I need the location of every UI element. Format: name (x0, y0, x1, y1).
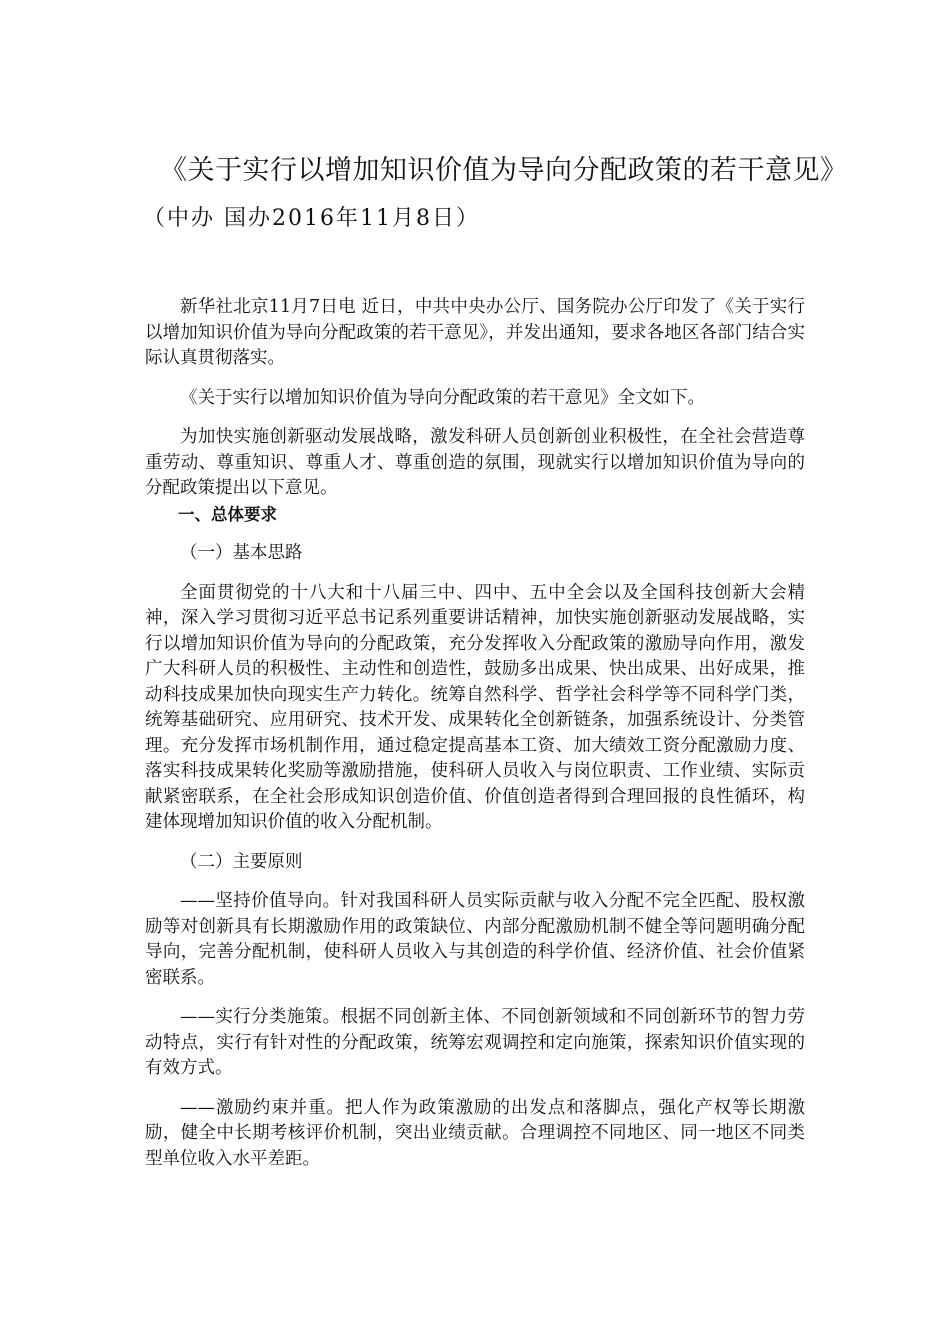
document-body (145, 295, 805, 1172)
document-subtitle: （中办 国办2016年11月8日） (143, 206, 480, 231)
subsection-heading-basic-idea: （一）基本思路 (180, 543, 303, 563)
paragraph-principle-classified: ——实行分类施策。根据不同创新主体、不同创新领域和不同创新环节的智力劳动特点，实行有针对性的分配政策，统筹宏观调控和定向施策，探索知识价值实现的有效方式。 (145, 1007, 805, 1078)
paragraph-principle-incentive: ——激励约束并重。把人作为政策激励的出发点和落脚点，强化产权等长期激励，健全中长期考核评价机制，突出业绩贡献。合理调控不同地区、同一地区不同类型单位收入水平差距。 (145, 1097, 805, 1169)
paragraph-basic-idea: 全面贯彻党的十八大和十八届三中、四中、五中全会以及全国科技创新大会精神，深入学习贯彻习近平总书记系列重要讲话精神，加快实施创新驱动发展战略，实行以增加知识价值为导向的分配政策，充分发挥收入分配政策的激励导向作用，激发广大科研人员的积极性、主动性和创造性，鼓励多出成果、快出成果、出好成果，推动科技成果加快向现实生产力转化。统筹自然科学、哲学社会科学等不同科学门类，统筹基础研究、应用研究、技术开发、成果转化全创新链条，加强系统设计、分类管理。充分发挥市场机制作用，通过稳定提高基本工资、加大绩效工资分配激励力度、落实科技成果转化奖励等激励措施，使科研人员收入与岗位职责、工作业绩、实际贡献紧密联系，在全社会形成知识创造价值、价值创造者得到合理回报的良性循环，构建体现增加知识价值的收入分配机制。 (145, 582, 805, 832)
section-heading: 一、总体要求 (178, 504, 277, 524)
paragraph-intro: 新华社北京11月7日电 近日，中共中央办公厅、国务院办公厅印发了《关于实行以增加知识价值为导向分配政策的若干意见》，并发出通知，要求各地区各部门结合实际认真贯彻落实。 (145, 297, 805, 368)
paragraph-fulltext-note: 《关于实行以增加知识价值为导向分配政策的若干意见》全文如下。 (180, 387, 705, 408)
paragraph-principle-value: ——坚持价值导向。针对我国科研人员实际贡献与收入分配不完全匹配、股权激励等对创新具有长期激励作用的政策缺位、内部分配激励机制不健全等问题明确分配导向，完善分配机制，使科研人员收入与其创造的科学价值、经济价值、社会价值紧密联系。 (145, 891, 805, 988)
document-title: 《关于实行以增加知识价值为导向分配政策的若干意见》 (160, 155, 848, 186)
subsection-heading-principles: （二）主要原则 (180, 851, 303, 872)
paragraph-purpose: 为加快实施创新驱动发展战略，激发科研人员创新创业积极性，在全社会营造尊重劳动、尊重知识、尊重人才、尊重创造的氛围，现就实行以增加知识价值为导向的分配政策提出以下意见。 (145, 427, 805, 498)
